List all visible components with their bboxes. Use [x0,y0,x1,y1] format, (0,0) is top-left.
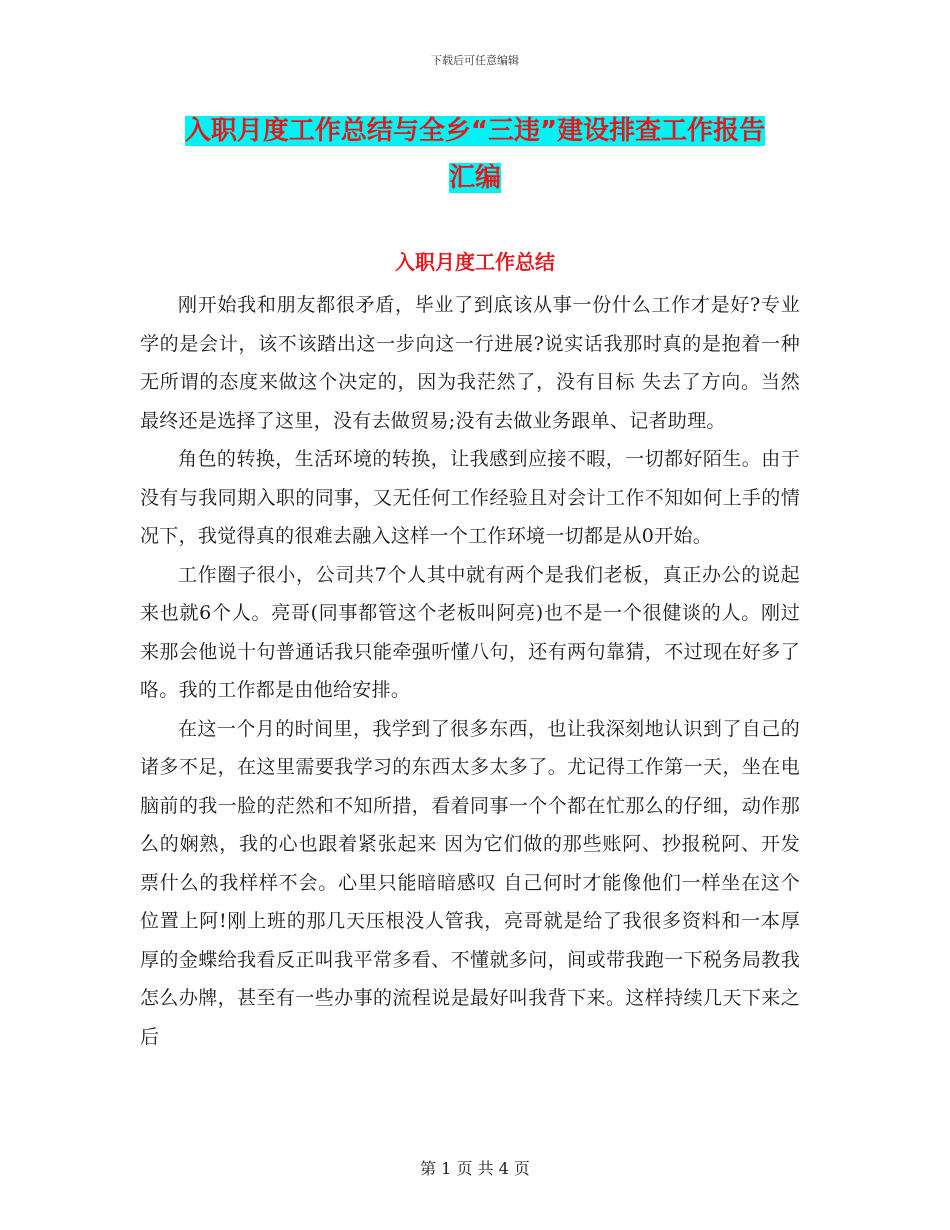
page-number-footer: 第 1 页 共 4 页 [420,1159,530,1178]
paragraph: 刚开始我和朋友都很矛盾，毕业了到底该从事一份什么工作才是好?专业学的是会计，该不该踏出这一步向这一行进展?说实话我那时真的是抱着一种无所谓的态度来做这个决定的，因为我茫然了，没有目标 失去了方向。当然最终还是选择了这里，没有去做贸易;没有去做业务跟单、记者助理。 [140,294,800,432]
page-header-note: 下载后可任意编辑 [431,54,519,67]
document-title-line-1: 入职月度工作总结与全乡“三违”建设排查工作报告 [184,116,766,146]
document-title-line-2: 汇编 [448,163,501,193]
paragraph: 角色的转换，生活环境的转换，让我感到应接不暇，一切都好陌生。由于没有与我同期入职的同事，又无任何工作经验且对会计工作不知如何上手的情况下，我觉得真的很难去融入这样一个工作环境一切都是从0开始。 [140,448,800,547]
document-body [140,286,800,1056]
section-title: 入职月度工作总结 [395,250,555,274]
paragraph: 在这一个月的时间里，我学到了很多东西，也让我深刻地认识到了自己的诸多不足，在这里需要我学习的东西太多太多了。尤记得工作第一天，坐在电脑前的我一脸的茫然和不知所措，看着同事一个个都在忙那么的仔细，动作那么的娴熟，我的心也跟着紧张起来 因为它们做的那些账阿、抄报税阿、开发票什么的我样样不会。心里只能暗暗感叹 自己何时才能像他们一样坐在这个位置上阿!刚上班的那几天压根没人管我，亮哥就是给了我很多资料和一本厚厚的金蝶给我看反正叫我平常多看、不懂就多问，间或带我跑一下税务局教我怎么办牌，甚至有一些办事的流程说是最好叫我背下来。这样持续几天下来之后 [140,717,800,1048]
paragraph: 工作圈子很小，公司共7个人其中就有两个是我们老板，真正办公的说起来也就6个人。亮哥(同事都管这个老板叫阿亮)也不是一个很健谈的人。刚过来那会他说十句普通话我只能牵强听懂八句，还有两句靠猜，不过现在好多了咯。我的工作都是由他给安排。 [140,563,800,701]
document-title [140,108,810,202]
